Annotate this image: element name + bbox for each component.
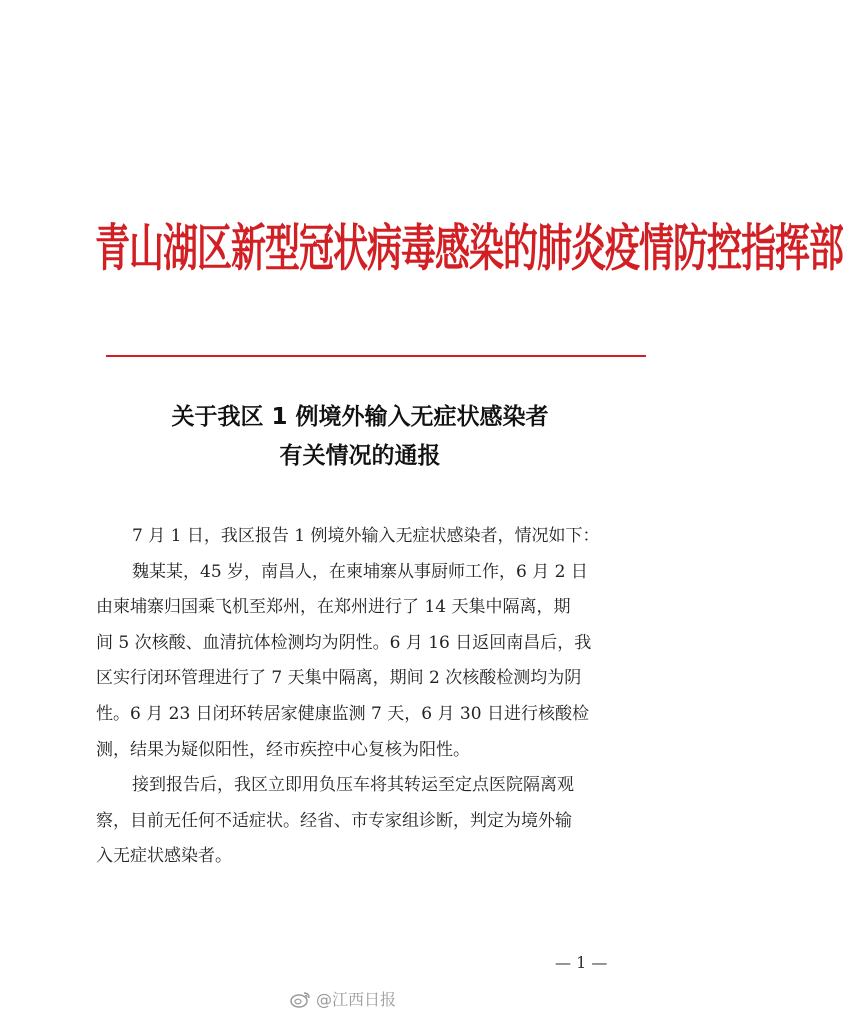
notice-title-line-1: 关于我区 1 例境外输入无症状感染者 [171,404,549,430]
body-line: 入无症状感染者。 [96,846,232,867]
issuing-organization-title: 青山湖区新型冠状病毒感染的肺炎疫情防控指挥部 [95,220,843,279]
watermark-text: @江西日报 [316,990,397,1009]
body-line: 由柬埔寨归国乘飞机至郑州，在郑州进行了 14 天集中隔离，期 [96,597,571,618]
notice-title-line-2: 有关情况的通报 [279,443,441,469]
body-line: 间 5 次核酸、血清抗体检测均为阴性。6 月 16 日返回南昌后，我 [96,632,592,653]
red-divider-rule [106,355,646,357]
body-line: 接到报告后，我区立即用负压车将其转运至定点医院隔离观 [132,775,574,796]
notice-body [96,519,656,875]
body-line: 性。6 月 23 日闭环转居家健康监测 7 天，6 月 30 日进行核酸检 [96,703,589,724]
body-line: 7 月 1 日，我区报告 1 例境外输入无症状感染者，情况如下： [132,526,600,546]
weibo-watermark [290,987,396,1010]
weibo-logo-icon [290,990,312,1008]
body-line: 魏某某，45 岁，南昌人，在柬埔寨从事厨师工作，6 月 2 日 [132,561,588,582]
body-line: 区实行闭环管理进行了 7 天集中隔离，期间 2 次核酸检测均为阴 [96,668,582,689]
page-number: — 1 — [555,953,608,972]
body-line: 察，目前无任何不适症状。经省、市专家组诊断，判定为境外输 [96,810,572,831]
body-line: 测，结果为疑似阳性，经市疾控中心复核为阳性。 [96,739,470,760]
